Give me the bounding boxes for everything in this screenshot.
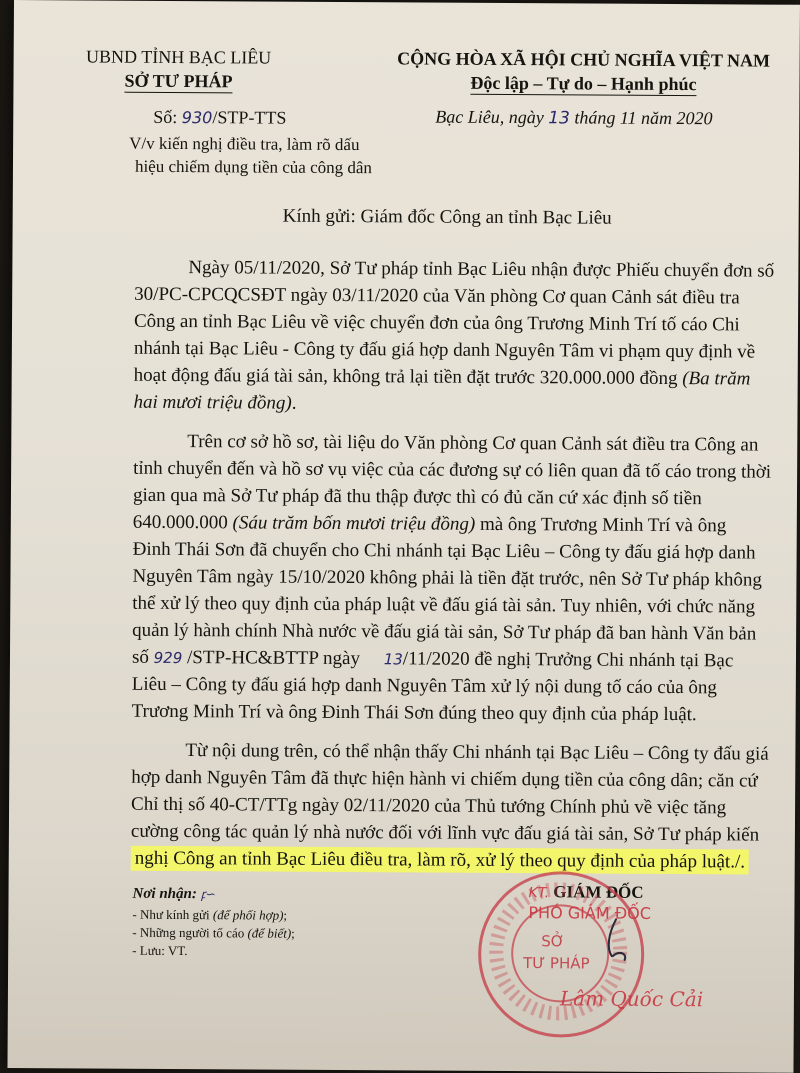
date-day-handwritten: 13 <box>548 108 570 129</box>
nation-title: CỘNG HÒA XÃ HỘI CHỦ NGHĨA VIỆT NAM <box>397 48 771 71</box>
so-prefix: Số: <box>153 106 178 127</box>
p3-line-1: Từ nội dung trên, có thể nhận thấy Chi nhánh tại Bạc Liêu – Công ty đấu giá <box>185 740 769 765</box>
ubnd-label: UBND TỈNH BẠC LIÊU <box>86 46 272 68</box>
p2-line-9-day-handwritten: 13 <box>383 650 403 669</box>
noi-nhan-item-end: ; <box>283 907 288 923</box>
motto-text: Độc lập – Tự do – Hạnh phúc <box>470 72 697 95</box>
p3-line-2: hợp danh Nguyên Tâm đã thực hiện hành vi chiếm dụng tiền của công dân; căn cứ <box>131 766 758 792</box>
noi-nhan-item-text: - Những người tố cáo <box>132 924 248 941</box>
p2-line-4-italic: (Sáu trăm bốn mươi triệu đồng) <box>232 512 476 535</box>
p2-line-6: Nguyên Tâm ngày 15/10/2020 không phải là tiền đặt trước, nên Sở Tư pháp không <box>132 565 762 591</box>
noi-nhan-item <box>132 907 287 924</box>
noi-nhan-item-end: ; <box>291 925 295 941</box>
noi-nhan-item-text: - Lưu: VT. <box>132 942 188 959</box>
subject-line-1: V/v kiến nghị điều tra, làm rõ dấu <box>129 133 360 155</box>
so-suffix: /STP-TTS <box>212 107 287 128</box>
noi-nhan-item-text: - Như kính gửi <box>132 906 214 923</box>
p2-line-8: quản lý hành chính Nhà nước về đấu giá tài sản, Sở Tư pháp đã ban hành Văn bản <box>132 619 757 645</box>
p2-line-9-b: /STP-HC&BTTP ngày <box>186 647 361 670</box>
p1-line-4: nhánh tại Bạc Liêu - Công ty đấu giá hợp danh Nguyên Tâm vi phạm quy định về <box>133 337 756 363</box>
p2-line-7: thể xử lý theo quy định của pháp luật về đấu giá tài sản. Tuy nhiên, với chức năng <box>132 592 756 618</box>
p2-line-4 <box>133 510 727 540</box>
p2-line-4-plain: 640.000.000 <box>132 511 233 534</box>
subject-line-2: hiệu chiếm dụng tiền của công dân <box>134 156 373 178</box>
p1-line-6 <box>133 390 296 417</box>
noi-nhan-item-note: (để phối hợp) <box>212 907 284 923</box>
p1-line-6-end: . <box>291 392 297 414</box>
p1-line-6-italic: hai mươi triệu đồng) <box>133 391 292 414</box>
agency-name <box>13 70 343 93</box>
p2-line-1: Trên cơ sở hồ sơ, tài liệu do Văn phòng Cơ quan Cảnh sát điều tra Công an <box>187 431 759 456</box>
noi-nhan-item-note: (để biết) <box>247 925 292 941</box>
p2-line-3: gian qua mà Sở Tư pháp đã thu thập được thì có đủ căn cứ xác định số tiền <box>132 484 702 510</box>
noi-nhan-item <box>132 925 295 942</box>
seal-text-line-1: SỞ <box>541 932 565 951</box>
p1-line-2: 30/PC-CPCQCSĐT ngày 03/11/2020 của Văn phòng Cơ quan Cảnh sát điều tra <box>134 283 740 309</box>
p1-line-5-plain: hoạt động đấu giá tài sản, không trả lại tiền đặt trước 320.000.000 đồng <box>133 364 683 390</box>
p1-line-1: Ngày 05/11/2020, Sở Tư pháp tỉnh Bạc Liêu nhận được Phiếu chuyển đơn số <box>188 257 775 282</box>
initials-scribble-icon: ꝼ∽ <box>200 887 216 902</box>
recipient-line: Kính gửi: Giám đốc Công an tỉnh Bạc Liêu <box>282 205 612 229</box>
seal-text-line-2: TƯ PHÁP <box>523 954 590 973</box>
date-suffix: tháng 11 năm 2020 <box>574 107 713 129</box>
signature-subtitle: PHÓ GIÁM ĐỐC <box>528 903 651 923</box>
p1-line-5-italic: (Ba trăm <box>682 368 751 390</box>
signature-title-text: GIÁM ĐỐC <box>553 882 644 902</box>
highlighted-text: nghị Công an tỉnh Bạc Liêu điều tra, làm rõ, xử lý theo quy định của pháp luật./. <box>131 846 749 875</box>
p2-line-9-a: số <box>131 646 149 668</box>
so-number-handwritten: 930 <box>181 108 213 128</box>
p2-line-9-number-handwritten: 929 <box>153 648 183 668</box>
p3-highlighted-line <box>135 846 749 876</box>
p3-line-3: Chỉ thị số 40-CT/TTg ngày 02/11/2020 của Thủ tướng Chính phủ về việc tăng <box>131 793 727 819</box>
signer-name: Lâm Quốc Cải <box>559 986 704 1012</box>
p2-line-5: Đinh Thái Sơn đã chuyển cho Chi nhánh tại Bạc Liêu – Công ty đấu giá hợp danh <box>132 538 756 564</box>
issue-date <box>435 107 712 130</box>
p2-line-9-c: /11/2020 đề nghị Trưởng Chi nhánh tại Bạc <box>402 648 734 672</box>
noi-nhan-title <box>132 885 215 904</box>
document-page <box>7 0 800 1073</box>
p2-line-2: tỉnh chuyển đến và hồ sơ vụ việc của các đương sự có liên quan đã tố cáo trong thời <box>133 457 772 483</box>
p2-line-9 <box>132 645 733 675</box>
p2-line-4-end: mà ông Trương Minh Trí và ông <box>475 513 727 537</box>
p1-line-5 <box>134 363 751 393</box>
date-prefix: Bạc Liêu, ngày <box>435 106 544 128</box>
p2-line-10: Liêu – Công ty đấu giá hợp danh Nguyên Tâm xử lý nội dung tố cáo của ông <box>131 673 718 699</box>
p1-line-3: Công an tỉnh Bạc Liêu về việc chuyển đơn của ông Trương Minh Trí tố cáo Chi <box>133 310 740 336</box>
agency-name-text: SỞ TƯ PHÁP <box>124 70 233 92</box>
signature-scribble-icon <box>598 909 658 969</box>
noi-nhan-title-text: Nơi nhận: <box>132 885 197 903</box>
noi-nhan-item <box>132 943 187 959</box>
kt-mark-handwritten: KT. <box>528 885 550 902</box>
p2-line-11: Trương Minh Trí và ông Đinh Thái Sơn đúng theo quy định của pháp luật. <box>131 700 697 726</box>
document-number <box>153 107 286 129</box>
p3-line-4: cường công tác quản lý nhà nước đối với lĩnh vực đấu giá tài sản, Sở Tư pháp kiến <box>130 820 760 846</box>
motto <box>373 72 793 96</box>
